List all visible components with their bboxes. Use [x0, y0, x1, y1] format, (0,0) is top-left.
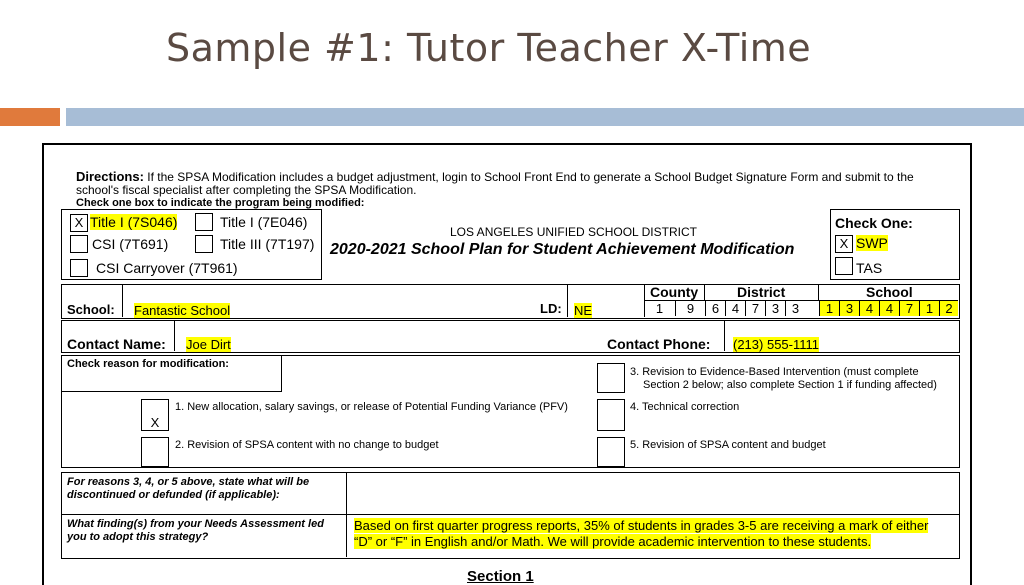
county-label: County [650, 284, 699, 300]
directions-label: Directions: [76, 169, 144, 184]
contact-name-divider [174, 320, 175, 351]
code-digit: 3 [839, 301, 859, 316]
code-digit: 9 [675, 301, 705, 316]
code-header-divider-2 [818, 284, 819, 301]
title1-7s046-label: Title I (7S046) [90, 214, 178, 230]
title1-7e046-checkbox[interactable] [195, 213, 213, 231]
school-code-label: School [866, 284, 913, 300]
questions-row-rule [61, 514, 959, 515]
csi-carryover-checkbox[interactable] [70, 259, 88, 277]
directions [76, 169, 914, 184]
contact-phone-value[interactable]: (213) 555-1111 [733, 337, 820, 352]
code-header-divider-1 [704, 284, 705, 301]
reason-4-checkbox[interactable] [597, 399, 625, 431]
code-digits [645, 301, 958, 317]
code-digit: 3 [785, 301, 805, 316]
section-heading: Section 1 [467, 568, 534, 585]
contact-phone-divider [724, 320, 725, 351]
directions-text: If the SPSA Modification includes a budget adjustment, login to School Front End to generate a School Budget Signature Form and submit to the [143, 170, 914, 184]
reason-2-checkbox[interactable] [141, 437, 169, 467]
contact-phone-label: Contact Phone: [607, 336, 711, 352]
title1-7s046-checkbox[interactable]: X [70, 214, 88, 232]
accent-bar-blue [66, 108, 1024, 126]
code-digit: 6 [705, 301, 725, 316]
school-value[interactable]: Fantastic School [134, 303, 231, 318]
title3-label: Title III (7T197) [220, 236, 315, 252]
code-digit: 1 [819, 301, 839, 316]
reason-3-label-2: Section 2 below; also complete Section 1 if funding affected) [643, 379, 937, 391]
code-digit: 1 [655, 301, 664, 316]
q-discontinued: For reasons 3, 4, or 5 above, state what will be [67, 476, 310, 488]
q-discontinued-2: discontinued or defunded (if applicable): [67, 489, 280, 501]
district-name: LOS ANGELES UNIFIED SCHOOL DISTRICT [450, 225, 697, 239]
code-digit: 4 [725, 301, 745, 316]
check-one-box-instruction: Check one box to indicate the program being modified: [76, 197, 365, 209]
csi-label: CSI (7T691) [92, 236, 169, 252]
spsa-modification-form [42, 143, 972, 585]
reason-5-label: 5. Revision of SPSA content and budget [630, 439, 826, 451]
code-digit: 3 [765, 301, 785, 316]
swp-label: SWP [856, 235, 888, 251]
a-findings-2[interactable]: “D” or “F” in English and/or Math. We will provide academic intervention to these students. [354, 534, 872, 549]
reason-1-label: 1. New allocation, salary savings, or release of Potential Funding Variance (PFV) [175, 401, 568, 413]
csi-checkbox[interactable] [70, 235, 88, 253]
code-digit: 1 [919, 301, 939, 316]
reason-3-label: 3. Revision to Evidence-Based Intervention (must complete [630, 366, 919, 378]
plan-title: 2020-2021 School Plan for Student Achievement Modification [330, 241, 795, 258]
check-reason-label: Check reason for modification: [67, 358, 229, 370]
code-digit: 7 [745, 301, 765, 316]
check-one-label: Check One: [835, 215, 913, 231]
reason-3-checkbox[interactable] [597, 363, 625, 393]
accent-bar-orange [0, 108, 60, 126]
code-digit: 4 [879, 301, 899, 316]
slide-title: Sample #1: Tutor Teacher X-Time [166, 26, 812, 70]
reason-2-label: 2. Revision of SPSA content with no change to budget [175, 439, 439, 451]
csi-carryover-label: CSI Carryover (7T961) [96, 260, 238, 276]
title1-7e046-label: Title I (7E046) [220, 214, 308, 230]
contact-name-label: Contact Name: [67, 336, 166, 352]
swp-checkbox[interactable]: X [835, 235, 853, 253]
tas-label: TAS [856, 260, 883, 276]
code-digit: 7 [899, 301, 919, 316]
ld-divider [567, 284, 568, 317]
directions-text-2: school's fiscal specialist after completing the SPSA Modification. [76, 183, 417, 197]
ld-label: LD: [540, 301, 562, 316]
q-findings-2: you to adopt this strategy? [67, 531, 209, 543]
q-findings: What finding(s) from your Needs Assessment led [67, 518, 324, 530]
title3-checkbox[interactable] [195, 235, 213, 253]
a-discontinued-field[interactable] [350, 475, 954, 511]
school-label: School: [67, 302, 115, 317]
tas-checkbox[interactable] [835, 257, 853, 275]
district-label: District [737, 284, 786, 300]
a-findings[interactable]: Based on first quarter progress reports, 35% of students in grades 3-5 are receiving a mark of either [354, 518, 929, 533]
contact-name-value[interactable]: Joe Dirt [186, 337, 231, 352]
code-digit: 4 [859, 301, 879, 316]
reason-5-checkbox[interactable] [597, 437, 625, 467]
school-divider [122, 284, 123, 317]
code-digit: 2 [939, 301, 958, 316]
reason-4-label: 4. Technical correction [630, 401, 740, 413]
reason-1-checkbox[interactable]: X [141, 399, 169, 431]
ld-value[interactable]: NE [574, 303, 593, 318]
